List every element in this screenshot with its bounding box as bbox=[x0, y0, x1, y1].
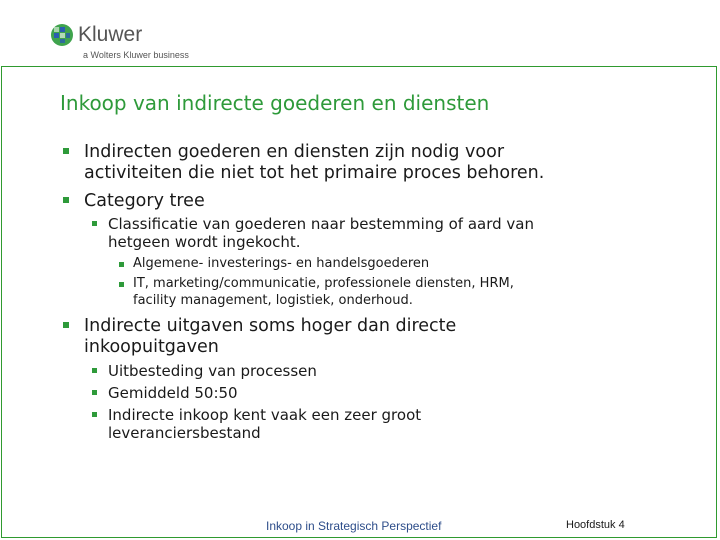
bullet-3-line-1: Indirecte uitgaven soms hoger dan directe bbox=[84, 316, 457, 336]
sub-bullet-3-1: Uitbesteding van processen bbox=[108, 362, 317, 380]
sub-bullet-3-3-line-2: leveranciersbestand bbox=[108, 424, 261, 442]
item-2-line-2: facility management, logistiek, onderhoud. bbox=[133, 293, 413, 308]
sub-bullet-marker bbox=[92, 368, 97, 373]
sub-sub-bullet-marker bbox=[119, 282, 124, 287]
bullet-1-line-1: Indirecten goederen en diensten zijn nodig voor bbox=[84, 142, 505, 162]
bullet-marker bbox=[63, 148, 69, 154]
sub-bullet-marker bbox=[92, 412, 97, 417]
sub-bullet-marker bbox=[92, 221, 97, 226]
bullet-marker bbox=[63, 197, 69, 203]
item-2-line-1: IT, marketing/communicatie, professionele diensten, HRM, bbox=[133, 276, 514, 291]
sub-bullet-marker bbox=[92, 390, 97, 395]
logo-subtitle: a Wolters Kluwer business bbox=[83, 50, 189, 60]
bullet-3-line-2: inkoopuitgaven bbox=[84, 337, 219, 357]
sub-bullet-2-1-line-2: hetgeen wordt ingekocht. bbox=[108, 233, 301, 251]
bullet-2: Category tree bbox=[84, 191, 205, 211]
logo-wordmark: Kluwer bbox=[78, 23, 143, 46]
slide-title: Inkoop van indirecte goederen en diensten bbox=[60, 91, 490, 115]
sub-sub-bullet-marker bbox=[119, 262, 124, 267]
item-1: Algemene- investerings- en handelsgoederen bbox=[133, 256, 430, 271]
kluwer-globe-icon bbox=[50, 23, 74, 47]
bullet-marker bbox=[63, 322, 69, 328]
sub-bullet-2-1-line-1: Classificatie van goederen naar bestemming of aard van bbox=[108, 215, 534, 233]
bullet-1-line-2: activiteiten die niet tot het primaire proces behoren. bbox=[84, 163, 545, 183]
footer-course-title: Inkoop in Strategisch Perspectief bbox=[266, 519, 442, 533]
footer-chapter: Hoofdstuk 4 bbox=[566, 519, 625, 531]
sub-bullet-3-3-line-1: Indirecte inkoop kent vaak een zeer groot bbox=[108, 406, 422, 424]
sub-bullet-3-2: Gemiddeld 50:50 bbox=[108, 384, 238, 402]
kluwer-logo bbox=[50, 20, 250, 60]
